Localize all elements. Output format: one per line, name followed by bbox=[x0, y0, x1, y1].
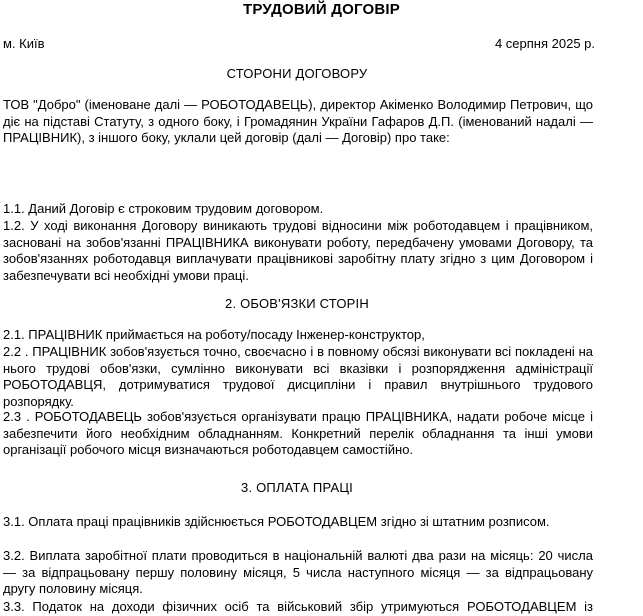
clause-2-2: 2.2 . ПРАЦІВНИК зобов'язується точно, своєчасно і в повному обсязі виконувати всі покладені на нього трудові обов'язки, сумлінно виконувати всі вказівки і розпорядження адміністрації РОБОТОДАВЦЯ, дотримуватися трудової дисципліни і правил внутрішнього трудового розпорядку. bbox=[3, 344, 593, 409]
section-heading-duties: 2. ОБОВ'ЯЗКИ СТОРІН bbox=[225, 296, 369, 311]
clause-3-1: 3.1. Оплата праці працівників здійснюється РОБОТОДАВЦЕМ згідно зі штатним розписом. bbox=[3, 514, 550, 529]
clause-1-1: 1.1. Даний Договір є строковим трудовим договором. bbox=[3, 201, 324, 216]
clause-3-2: 3.2. Виплата заробітної плати проводиться в національній валюті два рази на місяць: 20 числа — за відпрацьовану першу половину місяця, 5 числа наступного місяця — за відпрацьовану другу половину місяця. bbox=[3, 548, 593, 596]
clause-1-2: 1.2. У ході виконання Договору виникають трудові відносини між роботодавцем і працівником, засновані на зобов'язанні ПРАЦІВНИКА виконувати роботу, передбачену умовами Договору, та зобов'язаннях роботодавця виплачувати працівникові заробітну плату згідно з цим Договором і забезпечувати всі необхідні умови праці. bbox=[3, 218, 593, 283]
document-title: ТРУДОВИЙ ДОГОВІР bbox=[243, 1, 400, 18]
contract-date: 4 серпня 2025 р. bbox=[494, 36, 595, 51]
section-heading-payment: 3. ОПЛАТА ПРАЦІ bbox=[241, 480, 353, 495]
section-heading-parties: СТОРОНИ ДОГОВОРУ bbox=[226, 66, 368, 81]
contract-place: м. Київ bbox=[3, 36, 45, 51]
clause-2-1: 2.1. ПРАЦІВНИК приймається на роботу/посаду Інженер-конструктор, bbox=[3, 327, 425, 342]
parties-paragraph: ТОВ "Добро" (іменоване далі — РОБОТОДАВЕЦЬ), директор Акіменко Володимир Петрович, що діє на підставі Статуту, з одного боку, і Громадянин України Гафаров Д.П. (іменований надалі — ПРАЦІВНИК), з іншого боку, уклали цей договір (далі — Договір) про таке: bbox=[3, 97, 593, 145]
clause-2-3: 2.3 . РОБОТОДАВЕЦЬ зобов'язується організувати працю ПРАЦІВНИКА, надати робоче місце і забезпечити його необхідним обладнанням. Конкретний перелік обладнання та інші умови організації робочого місця визначаються роботодавцем самостійно. bbox=[3, 409, 593, 457]
clause-3-3: 3.3. Податок на доходи фізичних осіб та військовий збір утримуються РОБОТОДАВЦЕМ із bbox=[3, 599, 593, 614]
